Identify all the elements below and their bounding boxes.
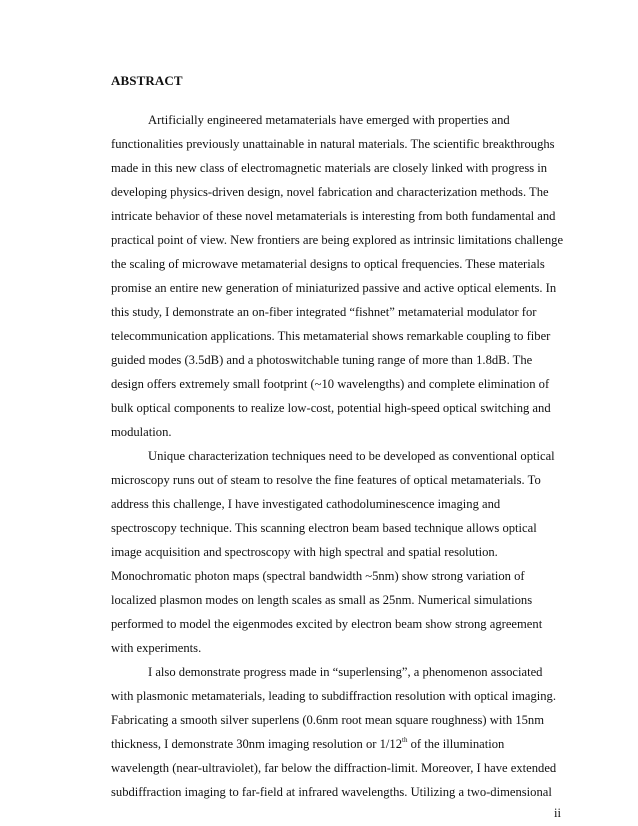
text-line: spectroscopy technique. This scanning electron beam based technique allows optical bbox=[111, 521, 537, 535]
text-line: telecommunication applications. This metamaterial shows remarkable coupling to fiber bbox=[111, 329, 551, 343]
abstract-heading: ABSTRACT bbox=[111, 73, 183, 88]
text-line: Artificially engineered metamaterials have emerged with properties and bbox=[148, 113, 510, 127]
text-line: promise an entire new generation of miniaturized passive and active optical elements. In bbox=[111, 281, 557, 295]
text-line: functionalities previously unattainable in natural materials. The scientific breakthroughs bbox=[111, 137, 555, 151]
text-line bbox=[111, 736, 504, 752]
text-line: wavelength (near-ultraviolet), far below the diffraction-limit. Moreover, I have extended bbox=[111, 761, 557, 775]
text-line: this study, I demonstrate an on-fiber integrated “fishnet” metamaterial modulator for bbox=[111, 305, 537, 319]
text-line: the scaling of microwave metamaterial designs to optical frequencies. These materials bbox=[111, 257, 545, 271]
text-line: address this challenge, I have investigated cathodoluminescence imaging and bbox=[111, 497, 501, 511]
text-line: I also demonstrate progress made in “superlensing”, a phenomenon associated bbox=[148, 665, 543, 679]
text-line: intricate behavior of these novel metamaterials is interesting from both fundamental and bbox=[111, 209, 556, 223]
text-line: microscopy runs out of steam to resolve the fine features of optical metamaterials. To bbox=[111, 473, 541, 487]
page-number: ii bbox=[554, 806, 561, 820]
text-line: performed to model the eigenmodes excited by electron beam show strong agreement bbox=[111, 617, 543, 631]
text-line: image acquisition and spectroscopy with high spectral and spatial resolution. bbox=[111, 545, 498, 559]
text-fragment: thickness, I demonstrate 30nm imaging resolution or 1/12 bbox=[111, 737, 403, 751]
text-line: design offers extremely small footprint (~10 wavelengths) and complete elimination of bbox=[111, 377, 550, 391]
text-line: guided modes (3.5dB) and a photoswitchable tuning range of more than 1.8dB. The bbox=[111, 353, 533, 367]
text-line: developing physics-driven design, novel fabrication and characterization methods. The bbox=[111, 185, 549, 199]
text-line: localized plasmon modes on length scales as small as 25nm. Numerical simulations bbox=[111, 593, 533, 607]
text-line: made in this new class of electromagnetic materials are closely linked with progress in bbox=[111, 161, 548, 175]
text-line: bulk optical components to realize low-cost, potential high-speed optical switching and bbox=[111, 401, 551, 415]
text-line: with experiments. bbox=[111, 641, 202, 655]
superscript: th bbox=[402, 736, 408, 744]
text-line: Unique characterization techniques need to be developed as conventional optical bbox=[148, 449, 555, 463]
text-line: subdiffraction imaging to far-field at infrared wavelengths. Utilizing a two-dimensional bbox=[111, 785, 552, 799]
text-line: Fabricating a smooth silver superlens (0.6nm root mean square roughness) with 15nm bbox=[111, 713, 545, 727]
text-line: with plasmonic metamaterials, leading to subdiffraction resolution with optical imaging. bbox=[111, 689, 556, 703]
text-line: modulation. bbox=[111, 425, 172, 439]
text-fragment: of the illumination bbox=[407, 737, 505, 751]
text-line: Monochromatic photon maps (spectral bandwidth ~5nm) show strong variation of bbox=[111, 569, 525, 583]
text-line: practical point of view. New frontiers are being explored as intrinsic limitations challenge bbox=[111, 233, 564, 247]
